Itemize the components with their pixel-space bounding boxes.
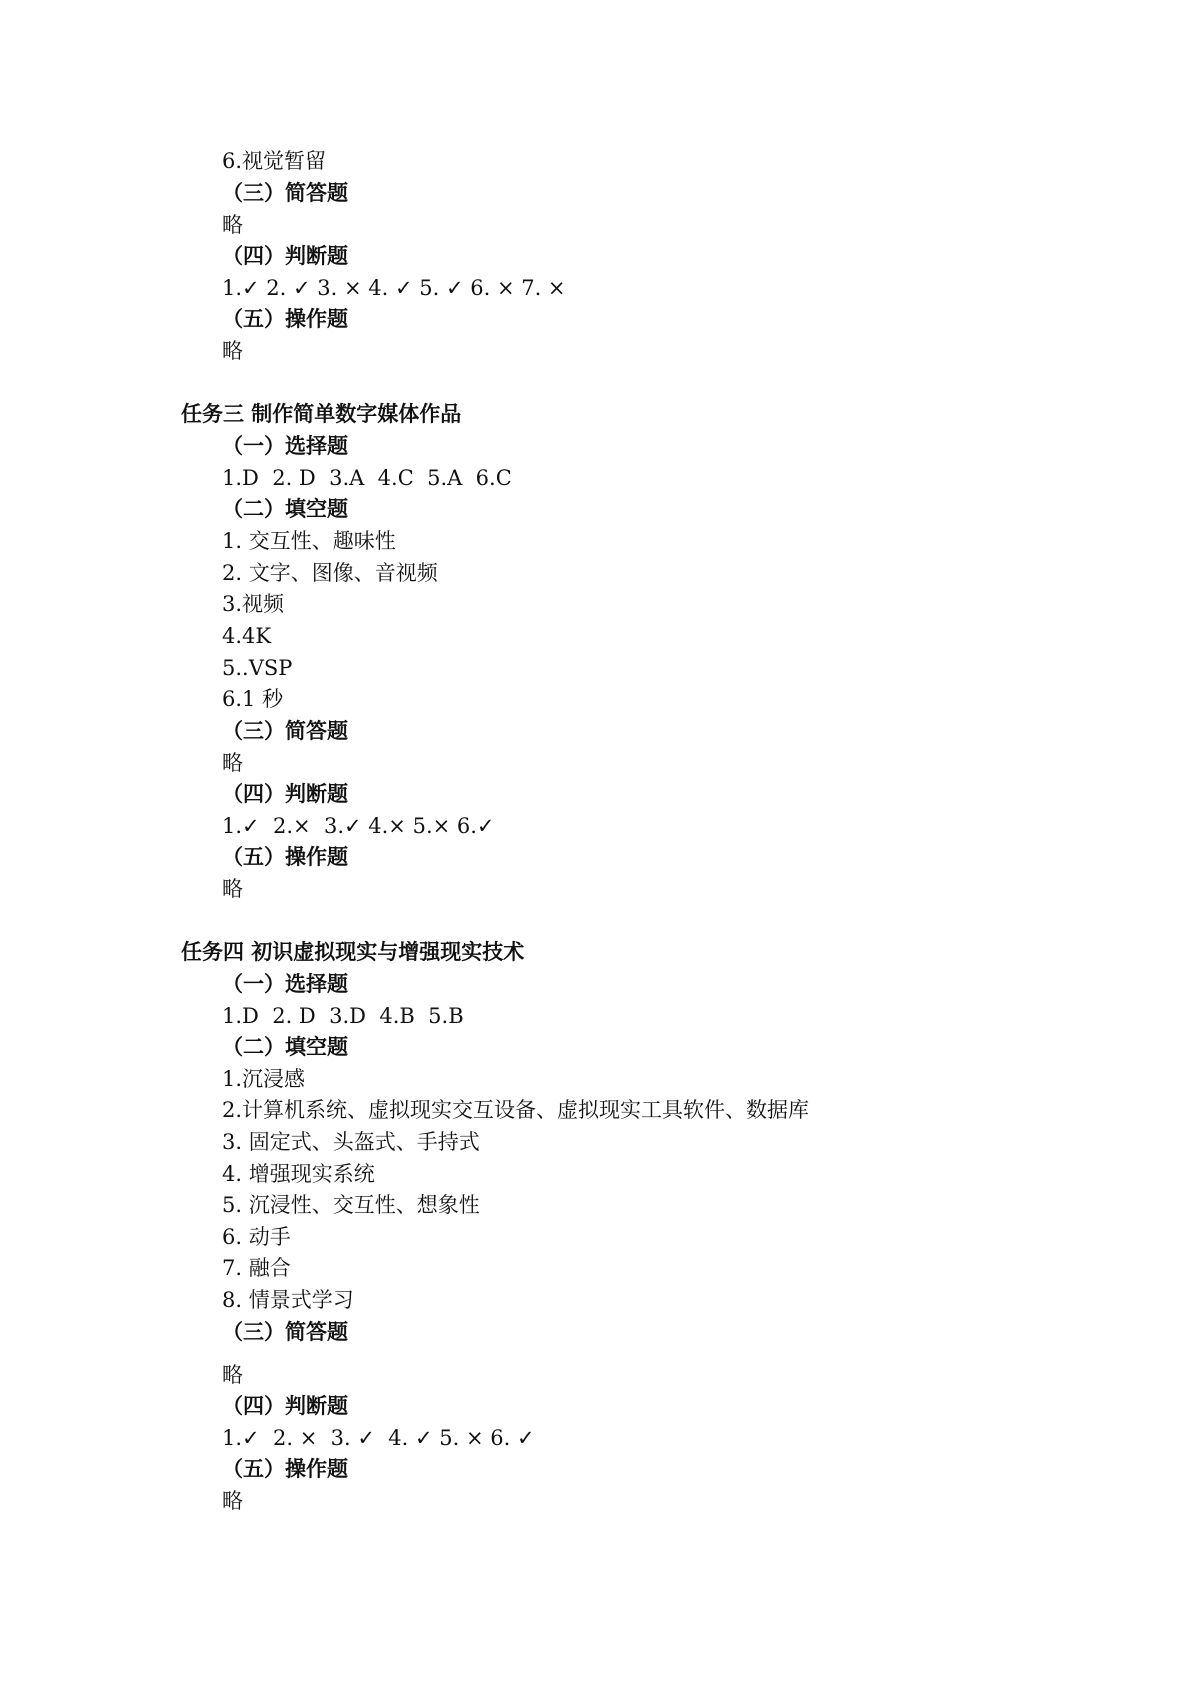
- task-heading: 任务三 制作简单数字媒体作品: [181, 402, 462, 426]
- section-heading: （五）操作题: [222, 307, 348, 331]
- section-heading: （二）填空题: [222, 497, 348, 521]
- answer-line: 3.视频: [222, 592, 285, 616]
- answer-line: 2. 文字、图像、音视频: [222, 561, 438, 585]
- section-heading: （四）判断题: [222, 782, 348, 806]
- section-heading: （二）填空题: [222, 1035, 348, 1059]
- answer-line: 1.D 2. D 3.D 4.B 5.B: [222, 1004, 464, 1028]
- answer-line: 1.✓ 2. × 3. ✓ 4. ✓ 5. × 6. ✓: [222, 1426, 535, 1450]
- answer-line: 1.✓ 2. ✓ 3. × 4. ✓ 5. ✓ 6. × 7. ×: [222, 276, 566, 300]
- section-heading: （三）简答题: [222, 719, 348, 743]
- answer-line: 1.D 2. D 3.A 4.C 5.A 6.C: [222, 466, 512, 490]
- answer-line: 略: [222, 1489, 243, 1513]
- answer-line: 略: [222, 751, 243, 775]
- answer-line: 7. 融合: [222, 1256, 291, 1280]
- answer-line: 5. 沉浸性、交互性、想象性: [222, 1193, 480, 1217]
- answer-line: 5..VSP: [222, 656, 293, 680]
- section-heading: （三）简答题: [222, 181, 348, 205]
- answer-line: 6. 动手: [222, 1225, 291, 1249]
- section-heading: （三）简答题: [222, 1320, 348, 1344]
- answer-line: 略: [222, 877, 243, 901]
- task-heading: 任务四 初识虚拟现实与增强现实技术: [181, 940, 525, 964]
- answer-line: 3. 固定式、头盔式、手持式: [222, 1130, 480, 1154]
- section-heading: （五）操作题: [222, 845, 348, 869]
- answer-line: 6.视觉暂留: [222, 149, 327, 173]
- answer-line: 1.✓ 2.× 3.✓ 4.× 5.× 6.✓: [222, 814, 495, 838]
- answer-line: 略: [222, 213, 243, 237]
- answer-line: 6.1 秒: [222, 687, 284, 711]
- answer-line: 略: [222, 1363, 243, 1387]
- answer-line: 1. 交互性、趣味性: [222, 529, 396, 553]
- section-heading: （一）选择题: [222, 434, 348, 458]
- answer-line: 2.计算机系统、虚拟现实交互设备、虚拟现实工具软件、数据库: [222, 1098, 810, 1122]
- section-heading: （四）判断题: [222, 244, 348, 268]
- section-heading: （五）操作题: [222, 1457, 348, 1481]
- answer-line: 4. 增强现实系统: [222, 1162, 375, 1186]
- section-heading: （一）选择题: [222, 972, 348, 996]
- section-heading: （四）判断题: [222, 1394, 348, 1418]
- answer-line: 8. 情景式学习: [222, 1288, 354, 1312]
- answer-line: 略: [222, 339, 243, 363]
- answer-line: 1.沉浸感: [222, 1067, 306, 1091]
- answer-line: 4.4K: [222, 624, 272, 648]
